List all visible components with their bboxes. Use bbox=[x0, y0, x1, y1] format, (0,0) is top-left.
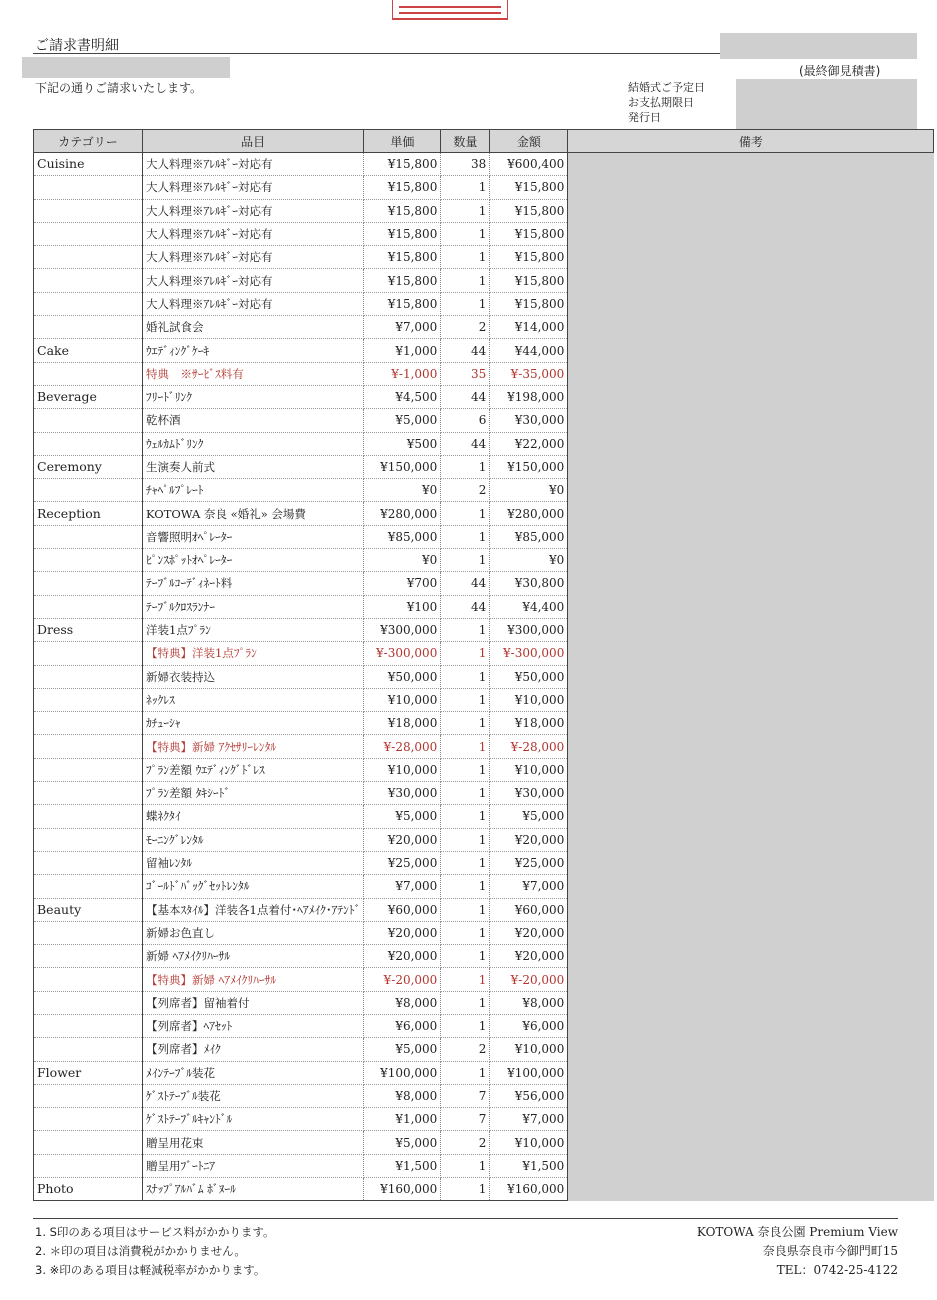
category-cell: Ceremony bbox=[34, 455, 143, 478]
category-cell bbox=[34, 758, 143, 781]
amount-cell: ¥160,000 bbox=[490, 1178, 568, 1201]
category-cell bbox=[34, 525, 143, 548]
unit-price-cell: ¥300,000 bbox=[364, 618, 441, 641]
amount-cell: ¥8,000 bbox=[490, 991, 568, 1014]
unit-price-cell: ¥500 bbox=[364, 432, 441, 455]
category-cell bbox=[34, 316, 143, 339]
quantity-cell: 1 bbox=[441, 1014, 490, 1037]
item-cell: 洋装1点ﾌﾟﾗﾝ bbox=[143, 618, 364, 641]
unit-price-cell: ¥50,000 bbox=[364, 665, 441, 688]
quantity-cell: 35 bbox=[441, 362, 490, 385]
item-cell: KOTOWA 奈良 «婚礼» 会場費 bbox=[143, 502, 364, 525]
unit-price-cell: ¥18,000 bbox=[364, 712, 441, 735]
category-cell bbox=[34, 782, 143, 805]
unit-price-cell: ¥20,000 bbox=[364, 945, 441, 968]
amount-cell: ¥30,000 bbox=[490, 782, 568, 805]
quantity-cell: 2 bbox=[441, 479, 490, 502]
redacted-remarks bbox=[568, 153, 934, 1201]
quantity-cell: 2 bbox=[441, 316, 490, 339]
item-cell: 【列席者】ﾍｱｾｯﾄ bbox=[143, 1014, 364, 1037]
category-cell bbox=[34, 292, 143, 315]
unit-price-cell: ¥4,500 bbox=[364, 385, 441, 408]
category-cell bbox=[34, 362, 143, 385]
invoice-table bbox=[33, 129, 934, 1201]
quantity-cell: 1 bbox=[441, 1154, 490, 1177]
amount-cell: ¥0 bbox=[490, 549, 568, 572]
category-cell bbox=[34, 269, 143, 292]
wedding-date-label: 結婚式ご予定日 bbox=[628, 81, 705, 94]
amount-cell: ¥198,000 bbox=[490, 385, 568, 408]
quantity-cell: 1 bbox=[441, 758, 490, 781]
table-header-row bbox=[34, 130, 934, 153]
unit-price-cell: ¥20,000 bbox=[364, 828, 441, 851]
unit-price-cell: ¥15,800 bbox=[364, 153, 441, 176]
amount-cell: ¥7,000 bbox=[490, 875, 568, 898]
redacted-dates bbox=[736, 79, 917, 131]
unit-price-cell: ¥100 bbox=[364, 595, 441, 618]
unit-price-cell: ¥15,800 bbox=[364, 222, 441, 245]
item-cell: ｽﾅｯﾌﾟｱﾙﾊﾞﾑ ﾎﾞﾇｰﾙ bbox=[143, 1178, 364, 1201]
category-cell bbox=[34, 921, 143, 944]
quantity-cell: 1 bbox=[441, 222, 490, 245]
amount-cell: ¥15,800 bbox=[490, 222, 568, 245]
footnotes bbox=[35, 1223, 275, 1280]
item-cell: 大人料理※ｱﾚﾙｷﾞｰ対応有 bbox=[143, 199, 364, 222]
amount-cell: ¥1,500 bbox=[490, 1154, 568, 1177]
item-cell: 贈呈用ﾌﾞｰﾄﾆｱ bbox=[143, 1154, 364, 1177]
unit-price-cell: ¥-300,000 bbox=[364, 642, 441, 665]
quantity-cell: 1 bbox=[441, 712, 490, 735]
item-cell: 大人料理※ｱﾚﾙｷﾞｰ対応有 bbox=[143, 269, 364, 292]
category-cell bbox=[34, 1084, 143, 1107]
category-cell bbox=[34, 432, 143, 455]
unit-price-cell: ¥5,000 bbox=[364, 409, 441, 432]
column-header-amount: 金額 bbox=[490, 130, 568, 153]
unit-price-cell: ¥15,800 bbox=[364, 269, 441, 292]
issue-date-label: 発行日 bbox=[628, 111, 661, 124]
quantity-cell: 44 bbox=[441, 432, 490, 455]
category-cell bbox=[34, 199, 143, 222]
quantity-cell: 1 bbox=[441, 735, 490, 758]
amount-cell: ¥15,800 bbox=[490, 176, 568, 199]
venue-name: KOTOWA 奈良公園 Premium View bbox=[696, 1225, 898, 1239]
item-cell: ｹﾞｽﾄﾃｰﾌﾞﾙｷｬﾝﾄﾞﾙ bbox=[143, 1108, 364, 1131]
category-cell: Photo bbox=[34, 1178, 143, 1201]
unit-price-cell: ¥10,000 bbox=[364, 688, 441, 711]
quantity-cell: 1 bbox=[441, 991, 490, 1014]
column-header-item: 品目 bbox=[143, 130, 364, 153]
amount-cell: ¥15,800 bbox=[490, 269, 568, 292]
amount-cell: ¥7,000 bbox=[490, 1108, 568, 1131]
amount-cell: ¥0 bbox=[490, 479, 568, 502]
category-cell bbox=[34, 549, 143, 572]
quantity-cell: 1 bbox=[441, 525, 490, 548]
quantity-cell: 38 bbox=[441, 153, 490, 176]
item-cell: ﾒｲﾝﾃｰﾌﾞﾙ装花 bbox=[143, 1061, 364, 1084]
amount-cell: ¥600,400 bbox=[490, 153, 568, 176]
category-cell bbox=[34, 409, 143, 432]
amount-cell: ¥22,000 bbox=[490, 432, 568, 455]
amount-cell: ¥-35,000 bbox=[490, 362, 568, 385]
venue-address: 奈良県奈良市今御門町15 bbox=[762, 1244, 898, 1258]
item-cell: 大人料理※ｱﾚﾙｷﾞｰ対応有 bbox=[143, 222, 364, 245]
quantity-cell: 7 bbox=[441, 1108, 490, 1131]
quantity-cell: 1 bbox=[441, 968, 490, 991]
unit-price-cell: ¥60,000 bbox=[364, 898, 441, 921]
amount-cell: ¥20,000 bbox=[490, 921, 568, 944]
unit-price-cell: ¥5,000 bbox=[364, 805, 441, 828]
quantity-cell: 1 bbox=[441, 269, 490, 292]
category-cell bbox=[34, 945, 143, 968]
category-cell bbox=[34, 1131, 143, 1154]
quantity-cell: 1 bbox=[441, 921, 490, 944]
quantity-cell: 44 bbox=[441, 385, 490, 408]
unit-price-cell: ¥5,000 bbox=[364, 1131, 441, 1154]
category-cell bbox=[34, 1154, 143, 1177]
item-cell: ﾋﾟﾝｽﾎﾟｯﾄｵﾍﾟﾚｰﾀｰ bbox=[143, 549, 364, 572]
invoice-table-body bbox=[34, 153, 934, 1201]
footnote: 1. S印のある項目はサービス料がかかります。 bbox=[35, 1225, 275, 1239]
amount-cell: ¥5,000 bbox=[490, 805, 568, 828]
unit-price-cell: ¥6,000 bbox=[364, 1014, 441, 1037]
category-cell bbox=[34, 968, 143, 991]
column-header-remarks: 備考 bbox=[568, 130, 934, 153]
item-cell: 特典 ※ｻｰﾋﾞｽ料有 bbox=[143, 362, 364, 385]
unit-price-cell: ¥7,000 bbox=[364, 875, 441, 898]
category-cell bbox=[34, 222, 143, 245]
footnote: 2. ＊印の項目は消費税がかかりません。 bbox=[35, 1244, 246, 1258]
category-cell bbox=[34, 1038, 143, 1061]
category-cell bbox=[34, 735, 143, 758]
quantity-cell: 1 bbox=[441, 665, 490, 688]
quantity-cell: 1 bbox=[441, 898, 490, 921]
redacted-recipient bbox=[22, 57, 230, 78]
amount-cell: ¥60,000 bbox=[490, 898, 568, 921]
category-cell bbox=[34, 665, 143, 688]
quantity-cell: 1 bbox=[441, 828, 490, 851]
amount-cell: ¥-20,000 bbox=[490, 968, 568, 991]
quantity-cell: 1 bbox=[441, 1061, 490, 1084]
intro-text: 下記の通りご請求いたします。 bbox=[35, 81, 203, 95]
quantity-cell: 2 bbox=[441, 1038, 490, 1061]
category-cell: Cuisine bbox=[34, 153, 143, 176]
category-cell bbox=[34, 1014, 143, 1037]
amount-cell: ¥85,000 bbox=[490, 525, 568, 548]
amount-cell: ¥10,000 bbox=[490, 1038, 568, 1061]
category-cell bbox=[34, 246, 143, 269]
unit-price-cell: ¥100,000 bbox=[364, 1061, 441, 1084]
category-cell bbox=[34, 991, 143, 1014]
item-cell: 【列席者】留袖着付 bbox=[143, 991, 364, 1014]
unit-price-cell: ¥-20,000 bbox=[364, 968, 441, 991]
unit-price-cell: ¥8,000 bbox=[364, 1084, 441, 1107]
unit-price-cell: ¥-1,000 bbox=[364, 362, 441, 385]
venue-phone: TEL：0742-25-4122 bbox=[776, 1263, 898, 1277]
quantity-cell: 2 bbox=[441, 1131, 490, 1154]
item-cell: ｺﾞｰﾙﾄﾞﾊﾞｯｸﾞｾｯﾄﾚﾝﾀﾙ bbox=[143, 875, 364, 898]
category-cell bbox=[34, 851, 143, 874]
item-cell: 大人料理※ｱﾚﾙｷﾞｰ対応有 bbox=[143, 153, 364, 176]
quantity-cell: 1 bbox=[441, 292, 490, 315]
quantity-cell: 6 bbox=[441, 409, 490, 432]
item-cell: 大人料理※ｱﾚﾙｷﾞｰ対応有 bbox=[143, 176, 364, 199]
venue-info bbox=[697, 1223, 898, 1280]
item-cell: 留袖ﾚﾝﾀﾙ bbox=[143, 851, 364, 874]
unit-price-cell: ¥1,500 bbox=[364, 1154, 441, 1177]
unit-price-cell: ¥15,800 bbox=[364, 176, 441, 199]
quantity-cell: 1 bbox=[441, 875, 490, 898]
item-cell: 大人料理※ｱﾚﾙｷﾞｰ対応有 bbox=[143, 292, 364, 315]
category-cell: Dress bbox=[34, 618, 143, 641]
footer-divider bbox=[33, 1218, 898, 1219]
amount-cell: ¥56,000 bbox=[490, 1084, 568, 1107]
column-header-category: カテゴリー bbox=[34, 130, 143, 153]
amount-cell: ¥4,400 bbox=[490, 595, 568, 618]
category-cell bbox=[34, 828, 143, 851]
table-row bbox=[34, 153, 934, 176]
item-cell: 【特典】新婦 ﾍｱﾒｲｸﾘﾊｰｻﾙ bbox=[143, 968, 364, 991]
category-cell bbox=[34, 805, 143, 828]
unit-price-cell: ¥-28,000 bbox=[364, 735, 441, 758]
item-cell: ﾃｰﾌﾞﾙｸﾛｽﾗﾝﾅｰ bbox=[143, 595, 364, 618]
category-cell bbox=[34, 712, 143, 735]
unit-price-cell: ¥0 bbox=[364, 479, 441, 502]
amount-cell: ¥20,000 bbox=[490, 945, 568, 968]
item-cell: 新婦お色直し bbox=[143, 921, 364, 944]
category-cell bbox=[34, 642, 143, 665]
category-cell: Cake bbox=[34, 339, 143, 362]
item-cell: 新婦衣装持込 bbox=[143, 665, 364, 688]
quantity-cell: 1 bbox=[441, 502, 490, 525]
quantity-cell: 1 bbox=[441, 805, 490, 828]
amount-cell: ¥150,000 bbox=[490, 455, 568, 478]
venue-logo-icon bbox=[392, 0, 508, 20]
page-title: ご請求書明細 bbox=[35, 38, 119, 54]
unit-price-cell: ¥150,000 bbox=[364, 455, 441, 478]
amount-cell: ¥15,800 bbox=[490, 199, 568, 222]
item-cell: ﾌﾟﾗﾝ差額 ﾀｷｼｰﾄﾞ bbox=[143, 782, 364, 805]
quantity-cell: 1 bbox=[441, 246, 490, 269]
category-cell bbox=[34, 595, 143, 618]
unit-price-cell: ¥15,800 bbox=[364, 246, 441, 269]
amount-cell: ¥50,000 bbox=[490, 665, 568, 688]
unit-price-cell: ¥25,000 bbox=[364, 851, 441, 874]
item-cell: 【列席者】ﾒｲｸ bbox=[143, 1038, 364, 1061]
quantity-cell: 44 bbox=[441, 572, 490, 595]
unit-price-cell: ¥15,800 bbox=[364, 199, 441, 222]
date-info-labels bbox=[628, 80, 705, 125]
item-cell: ﾈｯｸﾚｽ bbox=[143, 688, 364, 711]
unit-price-cell: ¥85,000 bbox=[364, 525, 441, 548]
unit-price-cell: ¥30,000 bbox=[364, 782, 441, 805]
quantity-cell: 1 bbox=[441, 1178, 490, 1201]
item-cell: ｳｴﾃﾞｨﾝｸﾞｹｰｷ bbox=[143, 339, 364, 362]
item-cell: 婚礼試食会 bbox=[143, 316, 364, 339]
item-cell: ﾌﾟﾗﾝ差額 ｳｴﾃﾞｨﾝｸﾞﾄﾞﾚｽ bbox=[143, 758, 364, 781]
unit-price-cell: ¥1,000 bbox=[364, 339, 441, 362]
category-cell: Reception bbox=[34, 502, 143, 525]
item-cell: ﾁｬﾍﾟﾙﾌﾟﾚｰﾄ bbox=[143, 479, 364, 502]
category-cell bbox=[34, 176, 143, 199]
amount-cell: ¥30,000 bbox=[490, 409, 568, 432]
final-estimate-note: (最終御見積書) bbox=[799, 64, 881, 78]
quantity-cell: 1 bbox=[441, 455, 490, 478]
unit-price-cell: ¥280,000 bbox=[364, 502, 441, 525]
item-cell: 大人料理※ｱﾚﾙｷﾞｰ対応有 bbox=[143, 246, 364, 269]
quantity-cell: 44 bbox=[441, 595, 490, 618]
category-cell bbox=[34, 688, 143, 711]
item-cell: 生演奏人前式 bbox=[143, 455, 364, 478]
amount-cell: ¥300,000 bbox=[490, 618, 568, 641]
item-cell: ﾓｰﾆﾝｸﾞﾚﾝﾀﾙ bbox=[143, 828, 364, 851]
item-cell: ｹﾞｽﾄﾃｰﾌﾞﾙ装花 bbox=[143, 1084, 364, 1107]
unit-price-cell: ¥700 bbox=[364, 572, 441, 595]
quantity-cell: 1 bbox=[441, 945, 490, 968]
amount-cell: ¥14,000 bbox=[490, 316, 568, 339]
amount-cell: ¥25,000 bbox=[490, 851, 568, 874]
item-cell: ｶﾁｭｰｼｬ bbox=[143, 712, 364, 735]
unit-price-cell: ¥8,000 bbox=[364, 991, 441, 1014]
quantity-cell: 1 bbox=[441, 642, 490, 665]
category-cell: Beverage bbox=[34, 385, 143, 408]
payment-due-label: お支払期限日 bbox=[628, 96, 694, 109]
amount-cell: ¥100,000 bbox=[490, 1061, 568, 1084]
amount-cell: ¥10,000 bbox=[490, 758, 568, 781]
amount-cell: ¥30,800 bbox=[490, 572, 568, 595]
column-header-unit-price: 単価 bbox=[364, 130, 441, 153]
unit-price-cell: ¥15,800 bbox=[364, 292, 441, 315]
amount-cell: ¥6,000 bbox=[490, 1014, 568, 1037]
quantity-cell: 1 bbox=[441, 199, 490, 222]
item-cell: ﾃｰﾌﾞﾙｺｰﾃﾞｨﾈｰﾄ料 bbox=[143, 572, 364, 595]
item-cell: 蝶ﾈｸﾀｲ bbox=[143, 805, 364, 828]
item-cell: 音響照明ｵﾍﾟﾚｰﾀｰ bbox=[143, 525, 364, 548]
quantity-cell: 1 bbox=[441, 176, 490, 199]
amount-cell: ¥-300,000 bbox=[490, 642, 568, 665]
quantity-cell: 44 bbox=[441, 339, 490, 362]
quantity-cell: 1 bbox=[441, 688, 490, 711]
unit-price-cell: ¥160,000 bbox=[364, 1178, 441, 1201]
amount-cell: ¥10,000 bbox=[490, 688, 568, 711]
quantity-cell: 1 bbox=[441, 851, 490, 874]
unit-price-cell: ¥0 bbox=[364, 549, 441, 572]
category-cell: Beauty bbox=[34, 898, 143, 921]
footnote: 3. ※印のある項目は軽減税率がかかります。 bbox=[35, 1263, 266, 1277]
quantity-cell: 7 bbox=[441, 1084, 490, 1107]
amount-cell: ¥280,000 bbox=[490, 502, 568, 525]
amount-cell: ¥20,000 bbox=[490, 828, 568, 851]
quantity-cell: 1 bbox=[441, 782, 490, 805]
category-cell bbox=[34, 479, 143, 502]
quantity-cell: 1 bbox=[441, 549, 490, 572]
unit-price-cell: ¥7,000 bbox=[364, 316, 441, 339]
item-cell: ﾌﾘｰﾄﾞﾘﾝｸ bbox=[143, 385, 364, 408]
item-cell: 【特典】洋装1点ﾌﾟﾗﾝ bbox=[143, 642, 364, 665]
item-cell: 【基本ｽﾀｲﾙ】洋装各1点着付･ﾍｱﾒｲｸ･ｱﾃﾝﾄﾞ bbox=[143, 898, 364, 921]
category-cell bbox=[34, 1108, 143, 1131]
unit-price-cell: ¥10,000 bbox=[364, 758, 441, 781]
category-cell: Flower bbox=[34, 1061, 143, 1084]
amount-cell: ¥15,800 bbox=[490, 292, 568, 315]
item-cell: 新婦 ﾍｱﾒｲｸﾘﾊｰｻﾙ bbox=[143, 945, 364, 968]
item-cell: ｳｪﾙｶﾑﾄﾞﾘﾝｸ bbox=[143, 432, 364, 455]
redacted-customer-name bbox=[720, 33, 917, 59]
amount-cell: ¥18,000 bbox=[490, 712, 568, 735]
unit-price-cell: ¥20,000 bbox=[364, 921, 441, 944]
item-cell: 【特典】新婦 ｱｸｾｻﾘｰﾚﾝﾀﾙ bbox=[143, 735, 364, 758]
amount-cell: ¥15,800 bbox=[490, 246, 568, 269]
amount-cell: ¥-28,000 bbox=[490, 735, 568, 758]
quantity-cell: 1 bbox=[441, 618, 490, 641]
amount-cell: ¥44,000 bbox=[490, 339, 568, 362]
column-header-quantity: 数量 bbox=[441, 130, 490, 153]
unit-price-cell: ¥1,000 bbox=[364, 1108, 441, 1131]
category-cell bbox=[34, 875, 143, 898]
item-cell: 贈呈用花束 bbox=[143, 1131, 364, 1154]
unit-price-cell: ¥5,000 bbox=[364, 1038, 441, 1061]
amount-cell: ¥10,000 bbox=[490, 1131, 568, 1154]
category-cell bbox=[34, 572, 143, 595]
item-cell: 乾杯酒 bbox=[143, 409, 364, 432]
